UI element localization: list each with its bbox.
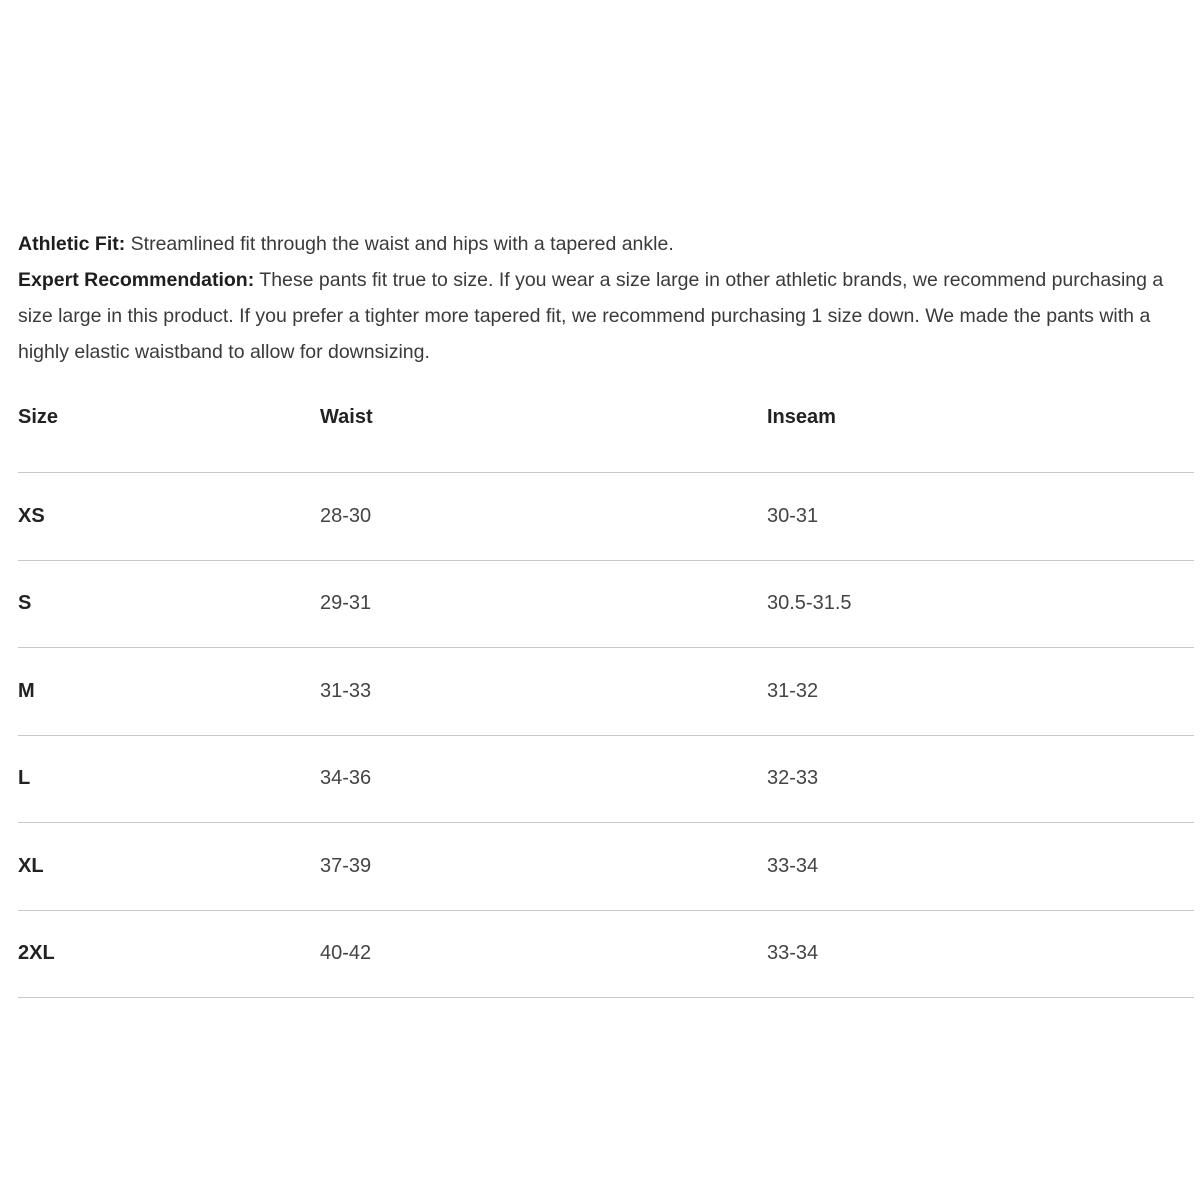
inseam-cell: 33-34 (767, 854, 819, 877)
size-cell: XS (18, 504, 45, 527)
table-row (18, 473, 1194, 561)
size-table (18, 382, 1194, 998)
header-inseam: Inseam (767, 406, 836, 428)
table-row (18, 648, 1194, 736)
size-cell: M (18, 679, 35, 702)
expert-recommendation-label: Expert Recommendation: (18, 269, 255, 291)
table-row (18, 911, 1194, 999)
inseam-cell: 30.5-31.5 (767, 592, 852, 615)
expert-recommendation-text: These pants fit true to size. If you wear a size large in other athletic brands, we recommend purchasing a size large in this product. If you prefer a tighter more tapered fit, we recommend purchasing 1 size down. We made the pants with a highly elastic waistband to allow for downsizing. (18, 269, 1164, 363)
waist-cell: 40-42 (320, 942, 372, 965)
size-guide (18, 226, 1194, 998)
inseam-cell: 31-32 (767, 679, 819, 702)
size-cell: 2XL (18, 942, 55, 965)
waist-cell: 31-33 (320, 679, 372, 702)
header-waist: Waist (320, 406, 373, 428)
athletic-fit-line (18, 226, 1194, 262)
waist-cell: 29-31 (320, 592, 372, 615)
fit-description (18, 226, 1194, 370)
waist-cell: 34-36 (320, 767, 372, 790)
table-row (18, 736, 1194, 824)
waist-cell: 37-39 (320, 854, 372, 877)
inseam-cell: 33-34 (767, 942, 819, 965)
expert-recommendation-line (18, 262, 1194, 370)
athletic-fit-label: Athletic Fit: (18, 233, 126, 255)
waist-cell: 28-30 (320, 504, 372, 527)
size-cell: XL (18, 854, 44, 877)
inseam-cell: 30-31 (767, 504, 819, 527)
table-row (18, 823, 1194, 911)
table-row (18, 561, 1194, 649)
size-cell: S (18, 592, 32, 615)
header-size: Size (18, 406, 59, 428)
table-header-row (18, 382, 1194, 473)
size-cell: L (18, 767, 31, 790)
athletic-fit-text: Streamlined fit through the waist and hips with a tapered ankle. (125, 233, 674, 255)
inseam-cell: 32-33 (767, 767, 819, 790)
